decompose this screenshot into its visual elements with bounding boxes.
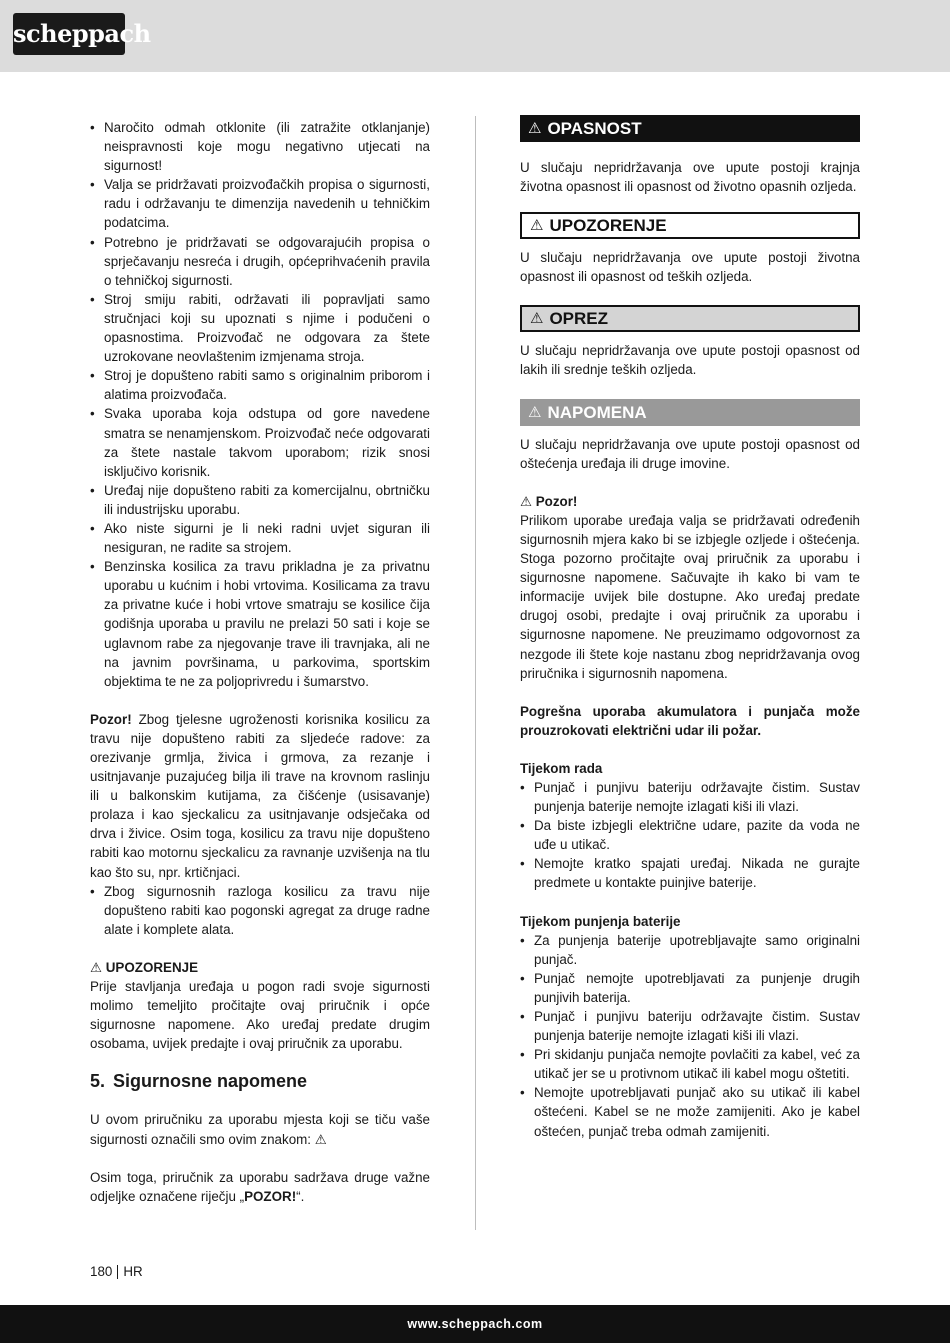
list-item: • Pri skidanju punjača nemojte povlačiti za kabel, već za utikač jer se u protivnom utikač ili kabel mogu oštetiti.	[520, 1045, 860, 1083]
pozor-paragraph	[90, 710, 430, 882]
language-code: HR	[123, 1264, 143, 1279]
work-heading: Tijekom rada	[520, 760, 603, 776]
warning-triangle-icon: ⚠	[530, 217, 544, 235]
warning-text: U slučaju nepridržavanja ove upute postoji životna opasnost ili opasnost od teških ozljeda.	[520, 250, 860, 285]
left-column	[90, 118, 430, 1206]
pozor-note-paragraph	[90, 1168, 430, 1206]
bullet-list-1	[90, 118, 430, 691]
warning-triangle-icon: ⚠	[528, 119, 542, 137]
list-item: • Stroj smiju rabiti, održavati ili popravljati samo stručnjaci koji su upoznati s njime i podučeni o opasnostima. Proizvođač ne odgovara za štete uzrokovane neovlaštenim izmjenama stroja.	[90, 290, 430, 366]
list-item: • Valja se pridržavati proizvođačkih propisa o sigurnosti, radu i održavanju te dimenzija navedenih u tehničkim podatcima.	[90, 175, 430, 232]
warning-icon: ⚠	[90, 959, 103, 975]
danger-notice	[520, 115, 860, 142]
pozor-label: Pozor!	[90, 711, 132, 727]
list-item: • Punjač i punjivu bateriju održavajte čistim. Sustav punjenja baterije nemojte izlagati kiši ili vlazi.	[520, 778, 860, 816]
section-heading	[90, 1070, 430, 1092]
warning-label: UPOZORENJE	[549, 216, 667, 236]
note-label: NAPOMENA	[547, 402, 647, 422]
column-divider	[475, 116, 476, 1230]
list-item: • Ako niste sigurni je li neki radni uvjet siguran ili nesiguran, ne radite sa strojem.	[90, 519, 430, 557]
list-item: • Naročito odmah otklonite (ili zatražite otklanjanje) neispravnosti koje mogu negativno utjecati na sigurnost!	[90, 118, 430, 175]
note-text: U slučaju nepridržavanja ove upute postoji opasnost od oštećenja uređaja ili druge imovine.	[520, 436, 860, 471]
caution-notice	[520, 305, 860, 332]
pozor-text: Zbog tjelesne ugroženosti korisnika kosilicu za travu nije dopušteno rabiti za sljedeće radove: za orezivanje grmlja, živica i grmova, za rezanje i usitnjavanje puzajućeg bilja ili trave na krovnom raslinju ili u balkonskim kutijama, za čišćenje (usisavanje) prolaza i kao sjeckalicu za usitnjavanje odsječaka od drva i živice. Osim toga, kosilicu za travu nije dopušteno rabiti kao motornu sjeckalicu za ravnanje uzvišenja na tlu kao što su, npr. krtičnjaci.	[90, 711, 430, 880]
list-item: • Potrebno je pridržavati se odgovarajućih propisa o sprječavanju nesreća i drugih, općeprihvaćenih pravila o tehničkoj sigurnosti.	[90, 233, 430, 290]
section-title: Sigurnosne napomene	[113, 1071, 308, 1092]
pozor-heading: ⚠ Pozor!	[520, 493, 578, 509]
intro-paragraph: U ovom priručniku za uporabu mjesta koji se tiču vaše sigurnosti označili smo ovim znakom: ⚠	[90, 1112, 430, 1147]
page-number-value: 180	[90, 1264, 113, 1279]
warning-notice	[520, 212, 860, 239]
battery-warning: Pogrešna uporaba akumulatora i punjača može prouzrokovati električni udar ili požar.	[520, 703, 860, 738]
list-item: • Svaka uporaba koja odstupa od gore navedene smatra se nenamjenskom. Proizvođač neće odgovarati za štete nastale takvom uporabom; rizik snosi isključivo korisnik.	[90, 404, 430, 480]
list-item: • Punjač i punjivu bateriju održavajte čistim. Sustav punjenja baterije nemojte izlagati kiši ili vlazi.	[520, 1007, 860, 1045]
warning-text: Prije stavljanja uređaja u pogon radi svoje sigurnosti molimo temeljito pročitajte ovaj priručnik i opće sigurnosne napomene. Ako uređaj predate drugim osobama, uvijek predajte i ovaj priručnik za uporabu.	[90, 979, 430, 1052]
pozor-text: Prilikom uporabe uređaja valja se pridržavati određenih sigurnosnih mjera kako bi se izbjegle ozljede i oštećenja. Stoga pozorno pročitajte ovaj priručnik za uporabu i sigurnosne napomene. Sačuvajte ih kako bi vam te informacije uvijek bile dostupne. Ako uređaj predate drugoj osobi, predajte i ovaj priručnik za uporabu i sigurnosne napomene. Ne preuzimamo odgovornost za nezgode ili štete koje nastanu zbog nepridržavanja ovog priručnika i sigurnosnih napomena.	[520, 512, 860, 681]
bullet-list-2	[90, 882, 430, 939]
list-item: • Uređaj nije dopušteno rabiti za komercijalnu, obrtničku ili industrijsku uporabu.	[90, 481, 430, 519]
list-item: • Za punjenja baterije upotrebljavajte samo originalni punjač.	[520, 931, 860, 969]
work-list	[520, 778, 860, 893]
page-number	[90, 1264, 143, 1279]
website-url: www.scheppach.com	[407, 1317, 543, 1331]
warning-triangle-icon: ⚠	[528, 403, 542, 421]
page-header	[0, 0, 950, 72]
logo-text: scheppach	[13, 19, 151, 48]
warning-label: UPOZORENJE	[105, 959, 199, 975]
scheppach-logo	[13, 13, 151, 55]
para2-post: “.	[296, 1188, 305, 1204]
list-item: • Zbog sigurnosnih razloga kosilicu za travu nije dopušteno rabiti kao pogonski agregat za druge radne alate i komplete alata.	[90, 882, 430, 939]
danger-text: U slučaju nepridržavanja ove upute postoji krajnja životna opasnost ili opasnost od životno opasnih ozljeda.	[520, 160, 860, 195]
list-item: • Da biste izbjegli električne udare, pazite da voda ne uđe u utikač.	[520, 816, 860, 854]
warning-triangle-icon: ⚠	[530, 310, 544, 328]
section-number: 5.	[90, 1071, 106, 1092]
list-item: • Punjač nemojte upotrebljavati za punjenje drugih punjivih baterija.	[520, 969, 860, 1007]
danger-label: OPASNOST	[547, 118, 642, 138]
warning-heading	[90, 958, 430, 977]
para2-bold: POZOR!	[244, 1188, 297, 1204]
list-item: • Nemojte kratko spajati uređaj. Nikada ne gurajte predmete u kontakte puinjive baterije.	[520, 854, 860, 892]
charge-list	[520, 931, 860, 1141]
list-item: • Stroj je dopušteno rabiti samo s originalnim priborom i alatima proizvođača.	[90, 366, 430, 404]
para2-pre: Osim toga, priručnik za uporabu sadržava druge važne odjeljke označene riječju „	[90, 1169, 430, 1204]
note-notice	[520, 399, 860, 426]
charge-heading: Tijekom punjenja baterije	[520, 913, 681, 929]
page-number-separator	[117, 1265, 118, 1279]
page-footer	[0, 1305, 950, 1343]
caution-text: U slučaju nepridržavanja ove upute postoji opasnost od lakih ili srednje teških ozljeda.	[520, 343, 860, 378]
list-item: • Benzinska kosilica za travu prikladna je za privatnu uporabu u kućnim i hobi vrtovima. Kosilicama za travu za privatne kuće i hobi vrtove smatraju se kosilice čija godišnja uporaba u pravilu ne prelazi 50 sati i koje se uglavnom rabe za njegovanje trave ili travnjaka, ali ne na javnim površinama, u parkovima, sportskim objektima te ne za poljoprivredu i šumarstvo.	[90, 557, 430, 691]
right-column	[520, 115, 860, 1141]
list-item: • Nemojte upotrebljavati punjač ako su utikač ili kabel oštećeni. Kabel se ne može zamijeniti. Ako je kabel oštećen, punjač treba odmah zamijeniti.	[520, 1083, 860, 1140]
caution-label: OPREZ	[549, 309, 609, 329]
